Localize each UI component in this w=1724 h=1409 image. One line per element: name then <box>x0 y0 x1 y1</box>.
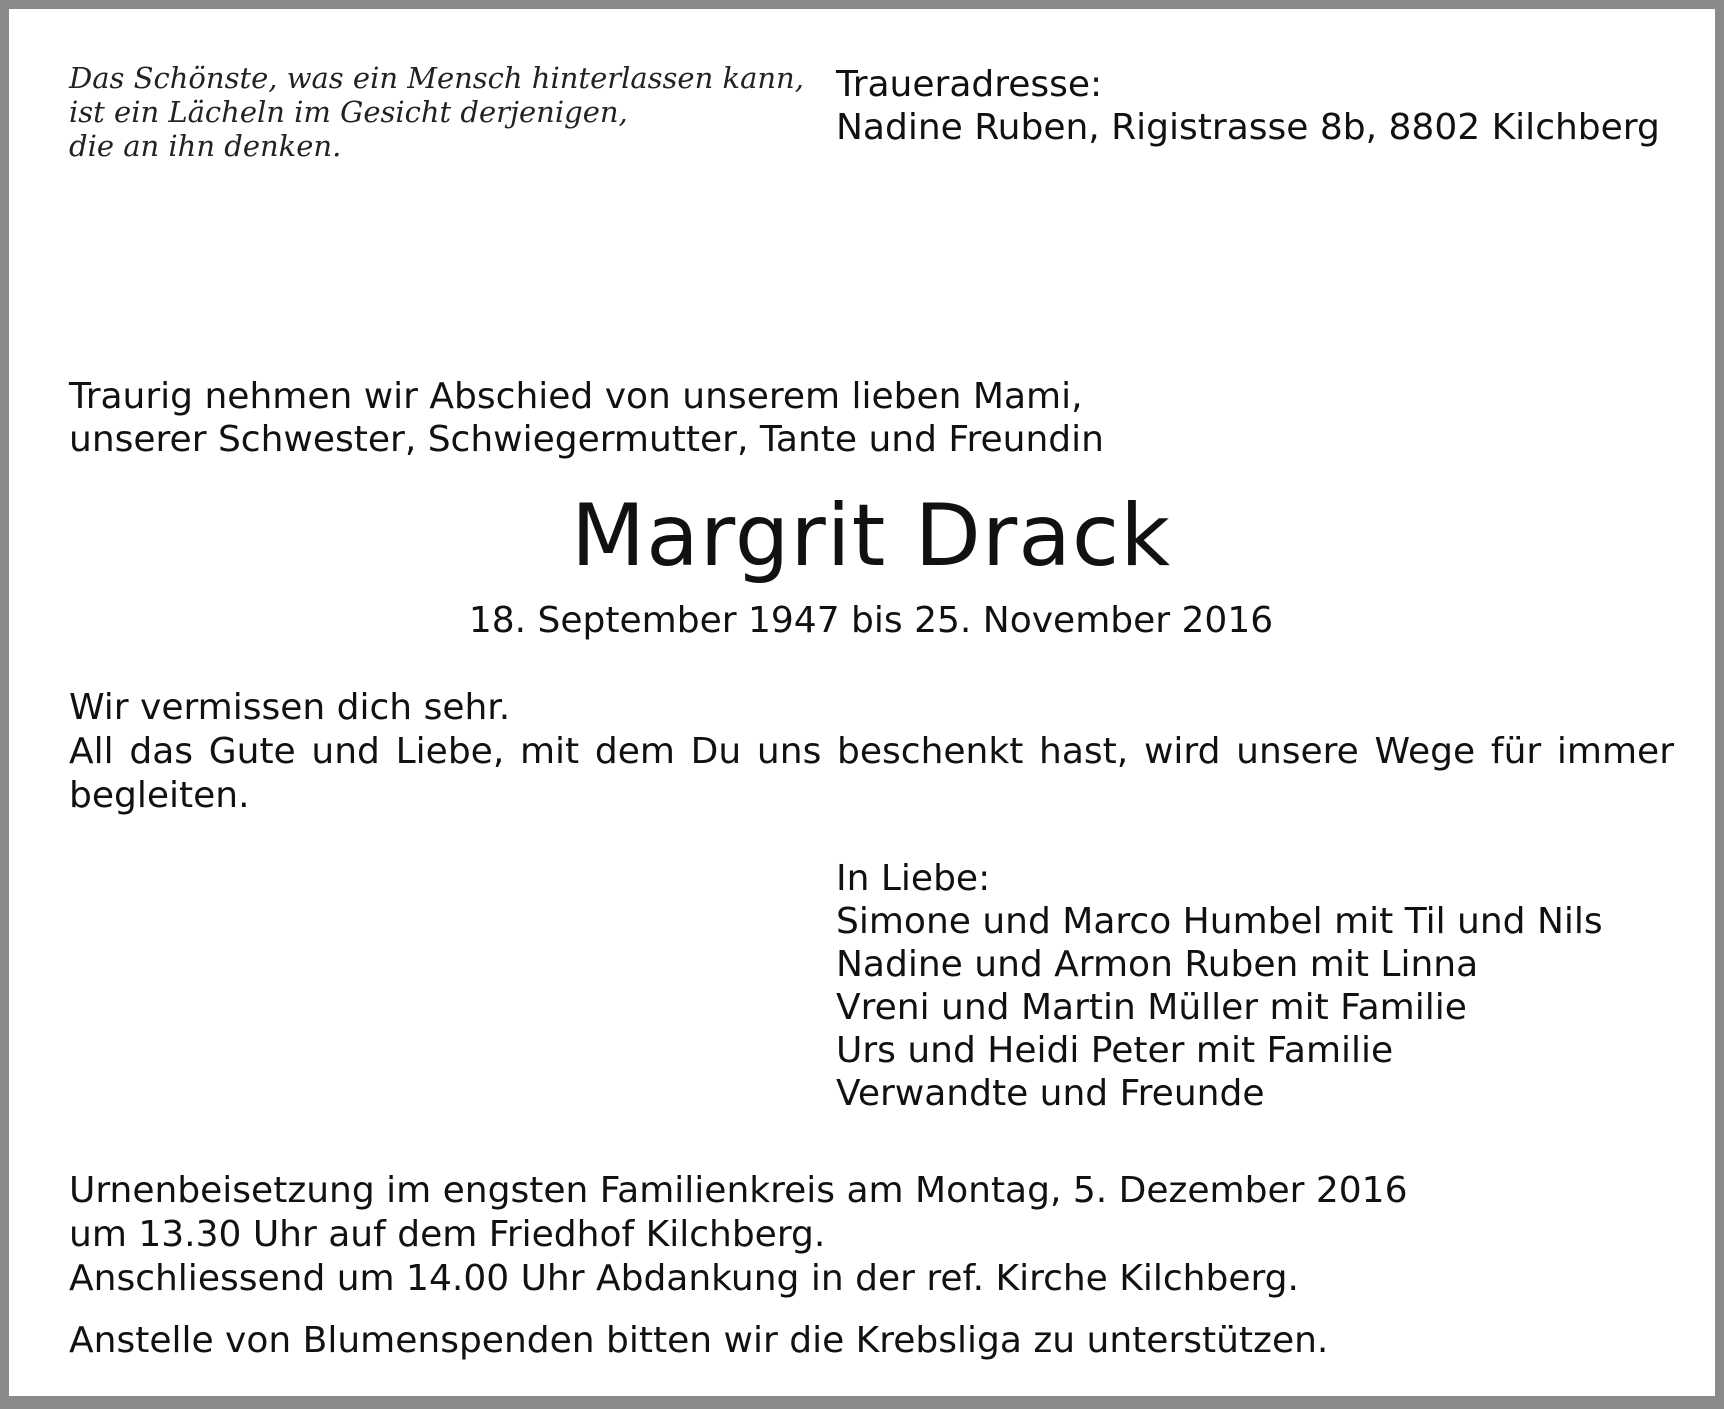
memorial-message <box>69 686 1674 818</box>
address-value: Nadine Ruben, Rigistrasse 8b, 8802 Kilchberg <box>836 107 1660 148</box>
signature-name: Urs und Heidi Peter mit Familie <box>836 1030 1394 1071</box>
motto-line: die an ihn denken. <box>69 129 342 163</box>
deceased-name: Margrit Drack <box>570 486 1171 586</box>
signatures <box>836 857 1716 1115</box>
signature-name: Verwandte und Freunde <box>836 1073 1265 1114</box>
signature-name: Vreni und Martin Müller mit Familie <box>836 987 1467 1028</box>
intro-line: Traurig nehmen wir Abschied von unserem lieben Mami, <box>69 376 1083 417</box>
ceremony-line: Anschliessend um 14.00 Uhr Abdankung in der ref. Kirche Kilchberg. <box>69 1258 1299 1299</box>
message-line: All das Gute und Liebe, mit dem Du uns beschenkt hast, wird unsere Wege für immer <box>69 731 1674 772</box>
mourning-address <box>836 63 1716 149</box>
motto-line: Das Schönste, was ein Mensch hinterlassen kann, <box>69 61 804 95</box>
ceremony-line: um 13.30 Uhr auf dem Friedhof Kilchberg. <box>69 1214 826 1255</box>
life-dates: 18. September 1947 bis 25. November 2016 <box>468 600 1274 641</box>
address-label: Traueradresse: <box>836 64 1103 105</box>
ceremony-line: Urnenbeisetzung im engsten Familienkreis am Montag, 5. Dezember 2016 <box>69 1170 1408 1211</box>
motto-quote <box>69 61 804 163</box>
intro-line: unserer Schwester, Schwiegermutter, Tante und Freundin <box>69 419 1104 460</box>
signature-name: Nadine und Armon Ruben mit Linna <box>836 944 1479 985</box>
message-line: begleiten. <box>69 775 250 816</box>
ceremony-details <box>69 1169 1569 1301</box>
message-line: Wir vermissen dich sehr. <box>69 687 511 728</box>
motto-line: ist ein Lächeln im Gesicht derjenigen, <box>69 95 628 129</box>
signatures-heading: In Liebe: <box>836 858 991 899</box>
intro-text <box>69 375 1219 461</box>
signature-name: Simone und Marco Humbel mit Til und Nils <box>836 901 1603 942</box>
donation-request: Anstelle von Blumenspenden bitten wir die Krebsliga zu unterstützen. <box>69 1320 1329 1361</box>
